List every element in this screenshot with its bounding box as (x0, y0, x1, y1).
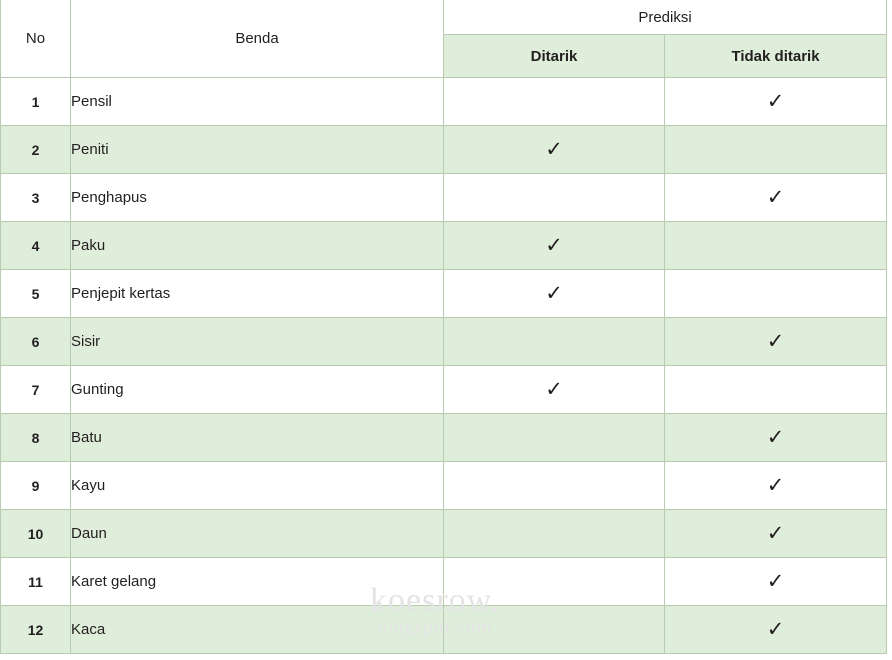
cell-ditarik[interactable] (444, 318, 665, 366)
header-prediksi: Prediksi (444, 0, 887, 35)
table-row (1, 414, 887, 462)
table-row (1, 318, 887, 366)
cell-tidak-ditarik[interactable] (665, 270, 887, 318)
cell-no: 12 (1, 606, 71, 654)
check-icon: ✓ (545, 377, 563, 401)
cell-ditarik[interactable] (444, 126, 665, 174)
cell-ditarik[interactable] (444, 270, 665, 318)
cell-benda: Kaca (71, 606, 444, 654)
cell-ditarik[interactable] (444, 606, 665, 654)
cell-benda: Peniti (71, 126, 444, 174)
cell-ditarik[interactable] (444, 366, 665, 414)
check-icon: ✓ (545, 281, 563, 305)
cell-benda: Batu (71, 414, 444, 462)
check-icon: ✓ (766, 425, 785, 449)
cell-ditarik[interactable] (444, 174, 665, 222)
cell-tidak-ditarik[interactable] (665, 174, 887, 222)
table-row (1, 366, 887, 414)
cell-no: 9 (1, 462, 71, 510)
cell-benda: Kayu (71, 462, 444, 510)
table-row (1, 126, 887, 174)
check-icon: ✓ (766, 89, 785, 113)
cell-no: 8 (1, 414, 71, 462)
check-icon: ✓ (545, 233, 563, 257)
cell-ditarik[interactable] (444, 78, 665, 126)
cell-tidak-ditarik[interactable] (665, 318, 887, 366)
cell-ditarik[interactable] (444, 222, 665, 270)
cell-benda: Sisir (71, 318, 444, 366)
check-icon: ✓ (766, 329, 785, 353)
cell-ditarik[interactable] (444, 558, 665, 606)
cell-tidak-ditarik[interactable] (665, 462, 887, 510)
cell-tidak-ditarik[interactable] (665, 558, 887, 606)
cell-tidak-ditarik[interactable] (665, 414, 887, 462)
cell-benda: Penghapus (71, 174, 444, 222)
cell-tidak-ditarik[interactable] (665, 126, 887, 174)
cell-no: 3 (1, 174, 71, 222)
cell-ditarik[interactable] (444, 510, 665, 558)
cell-tidak-ditarik[interactable] (665, 222, 887, 270)
check-icon: ✓ (766, 473, 785, 497)
header-ditarik: Ditarik (444, 35, 665, 78)
cell-benda: Paku (71, 222, 444, 270)
cell-no: 11 (1, 558, 71, 606)
cell-no: 7 (1, 366, 71, 414)
cell-no: 5 (1, 270, 71, 318)
table-row (1, 558, 887, 606)
watermark-main: koesrow. (370, 582, 500, 619)
table-row (1, 510, 887, 558)
check-icon: ✓ (545, 137, 563, 161)
cell-no: 4 (1, 222, 71, 270)
cell-no: 6 (1, 318, 71, 366)
cell-ditarik[interactable] (444, 462, 665, 510)
table-header (1, 0, 887, 78)
table-row (1, 462, 887, 510)
cell-benda: Penjepit kertas (71, 270, 444, 318)
table-row (1, 78, 887, 126)
cell-tidak-ditarik[interactable] (665, 510, 887, 558)
cell-tidak-ditarik[interactable] (665, 78, 887, 126)
cell-no: 1 (1, 78, 71, 126)
cell-tidak-ditarik[interactable] (665, 606, 887, 654)
check-icon: ✓ (766, 617, 785, 641)
table-row (1, 270, 887, 318)
header-no: No (1, 0, 71, 78)
header-benda: Benda (71, 0, 444, 78)
cell-benda: Gunting (71, 366, 444, 414)
cell-ditarik[interactable] (444, 414, 665, 462)
check-icon: ✓ (766, 521, 785, 545)
check-icon: ✓ (766, 185, 785, 209)
cell-tidak-ditarik[interactable] (665, 366, 887, 414)
table-row (1, 222, 887, 270)
cell-no: 10 (1, 510, 71, 558)
header-row-top (1, 0, 887, 35)
header-tidak-ditarik: Tidak ditarik (665, 35, 887, 78)
cell-benda: Daun (71, 510, 444, 558)
cell-benda: Karet gelang (71, 558, 444, 606)
cell-benda: Pensil (71, 78, 444, 126)
table-row (1, 174, 887, 222)
table-body (1, 78, 887, 654)
check-icon: ✓ (766, 569, 785, 593)
table-row (1, 606, 887, 654)
watermark-sub: blogspot.com (377, 617, 493, 638)
cell-no: 2 (1, 126, 71, 174)
